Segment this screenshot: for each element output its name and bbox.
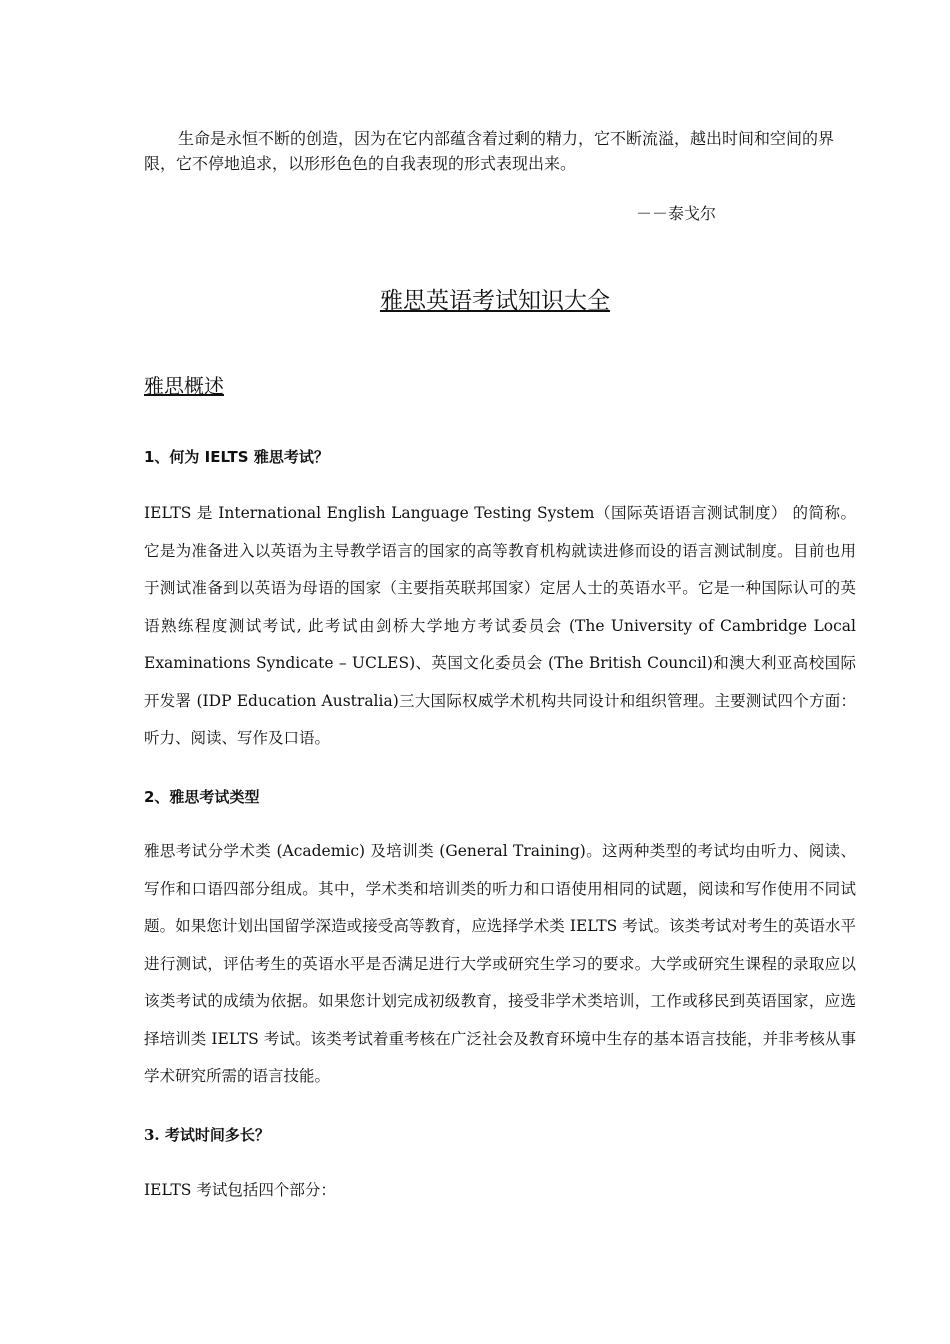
document-title: 雅思英语考试知识大全 xyxy=(380,288,610,314)
question-1-heading: 1、何为 IELTS 雅思考试？ xyxy=(144,448,329,466)
section-title: 雅思概述 xyxy=(144,374,224,398)
epigraph-quote: 生命是永恒不断的创造，因为在它内部蕴含着过剩的精力，它不断流溢，越出时间和空间的界限，它不停地追求，以形形色色的自我表现的形式表现出来。 xyxy=(144,129,835,173)
epigraph-attribution: －－泰戈尔 xyxy=(636,204,717,223)
question-2-heading: 2、雅思考试类型 xyxy=(144,788,260,806)
question-2-body: 雅思考试分学术类 (Academic) 及培训类 (General Training)。这两种类型的考试均由听力、阅读、写作和口语四部分组成。其中，学术类和培训类的听力和口语使用相同的试题，阅读和写作使用不同试题。如果您计划出国留学深造或接受高等教育，应选择学术类 IELTS 考试。该类考试对考生的英语水平进行测试，评估考生的英语水平是否满足进行大学或研究生学习的要求。大学或研究生课程的录取应以该类考试的成绩为依据。如果您计划完成初级教育，接受非学术类培训，工作或移民到英语国家，应选择培训类 IELTS 考试。该类考试着重考核在广泛社会及教育环境中生存的基本语言技能，并非考核从事学术研究所需的语言技能。 xyxy=(144,842,856,1085)
question-1-body: IELTS 是 International English Language Testing System（国际英语语言测试制度） 的简称。它是为准备进入以英语为主导教学语言的国家的高等教育机构就读进修而设的语言测试制度。目前也用于测试准备到以英语为母语的国家（主要指英联邦国家）定居人士的英语水平。它是一种国际认可的英语熟练程度测试考试, 此考试由剑桥大学地方考试委员会 (The University of Cambridge Local Examinations Syndicate – UCLES)、英国文化委员会 (The British Council)和澳大利亚高校国际开发署 (IDP Education Australia)三大国际权威学术机构共同设计和组织管理。主要测试四个方面：听力、阅读、写作及口语。 xyxy=(144,504,856,747)
question-3-body: IELTS 考试包括四个部分： xyxy=(144,1181,336,1199)
question-3-heading: 3. 考试时间多长？ xyxy=(144,1126,270,1144)
